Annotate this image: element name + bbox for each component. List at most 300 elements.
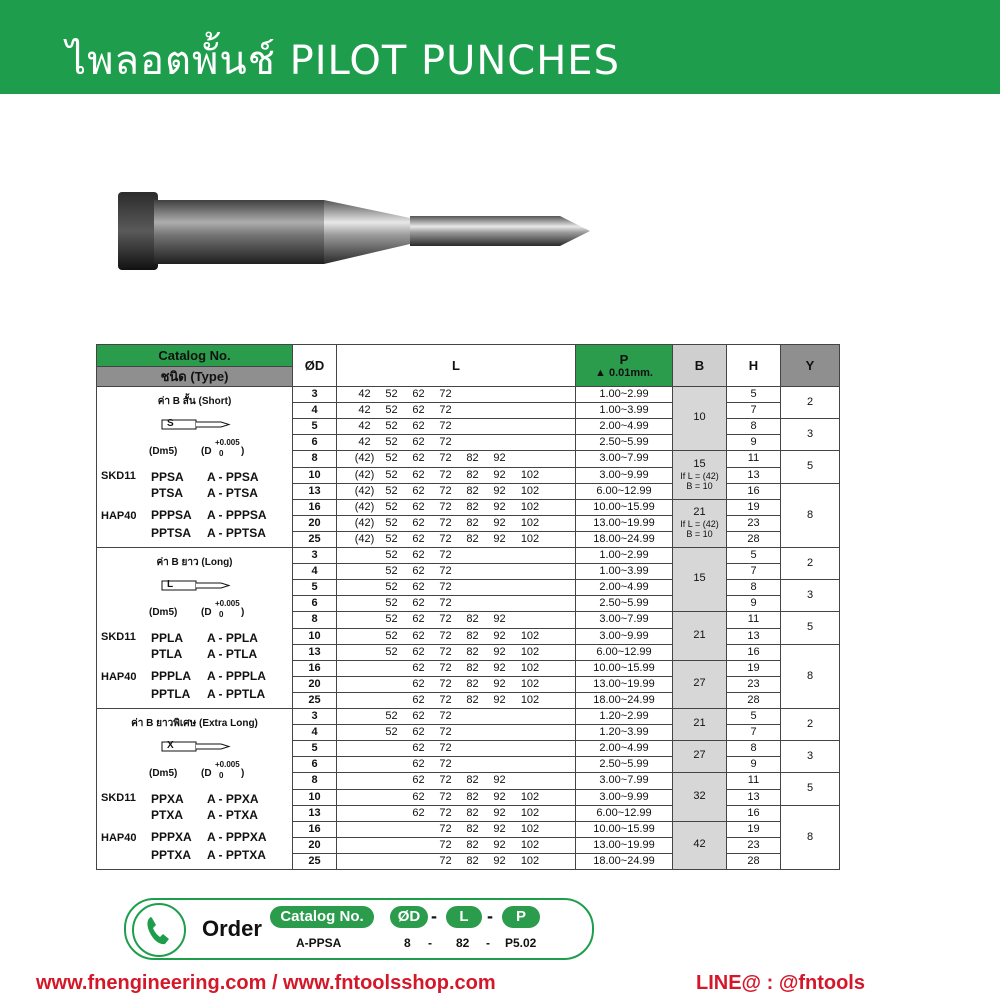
- b-note: [673, 472, 726, 492]
- cell-h: 9: [727, 757, 781, 773]
- l-value: 72: [439, 533, 452, 545]
- l-value: 62: [412, 694, 425, 706]
- l-value: 92: [493, 678, 506, 690]
- type-group-cell: [97, 548, 293, 709]
- l-value: 52: [385, 452, 398, 465]
- cell-l: [337, 532, 576, 548]
- cell-h: 28: [727, 693, 781, 709]
- l-value: 82: [466, 645, 479, 658]
- type-group-cell: [97, 709, 293, 870]
- l-value: 72: [439, 565, 452, 577]
- cell-b: [673, 709, 727, 741]
- group-code-4a: A - PPTXA: [207, 848, 266, 862]
- cell-d: 4: [293, 564, 337, 580]
- cell-d: 16: [293, 821, 337, 837]
- l-value: 92: [493, 806, 506, 819]
- cell-d: 25: [293, 532, 337, 548]
- l-value: 62: [412, 645, 425, 658]
- l-value: 62: [412, 484, 425, 497]
- group-code-3a: A - PPPSA: [207, 508, 267, 522]
- l-value: 82: [466, 484, 479, 497]
- cell-d: 25: [293, 693, 337, 709]
- l-value: 52: [385, 581, 398, 594]
- l-value: 102: [520, 855, 540, 867]
- l-value: 92: [493, 500, 506, 513]
- b-value: 10: [693, 411, 706, 424]
- group-hap40: HAP40: [101, 510, 137, 522]
- cell-h: 5: [727, 548, 781, 564]
- cell-l: [337, 419, 576, 435]
- cell-l: [337, 838, 576, 854]
- l-value: 62: [412, 678, 425, 690]
- l-value: 82: [466, 678, 479, 690]
- cell-d: 10: [293, 789, 337, 805]
- cell-p: 10.00~15.99: [576, 660, 673, 676]
- l-value: 62: [412, 790, 425, 803]
- l-value: 62: [412, 549, 425, 561]
- cell-d: 25: [293, 854, 337, 870]
- cell-l: [337, 741, 576, 757]
- group-skd11: SKD11: [101, 792, 136, 804]
- l-value: 72: [439, 517, 452, 529]
- group-tol-close: ): [241, 446, 245, 457]
- cell-y: 2: [781, 709, 840, 741]
- page-title: ไพลอตพั้นช์ PILOT PUNCHES: [66, 38, 620, 84]
- cell-d: 6: [293, 435, 337, 451]
- group-hap40: HAP40: [101, 832, 137, 844]
- group-code-2a: A - PTSA: [207, 486, 258, 500]
- l-value: 82: [466, 533, 479, 545]
- l-value: 72: [439, 468, 452, 481]
- cell-l: [337, 677, 576, 693]
- l-value: 92: [493, 790, 506, 803]
- l-value: 82: [466, 629, 479, 642]
- l-value: 62: [412, 774, 425, 787]
- cell-p: 1.00~3.99: [576, 403, 673, 419]
- l-value: 92: [493, 517, 506, 529]
- cell-d: 13: [293, 644, 337, 660]
- group-code: S: [167, 418, 174, 429]
- cell-d: 13: [293, 483, 337, 499]
- group-tol-close: ): [241, 768, 245, 779]
- cell-p: 3.00~7.99: [576, 612, 673, 628]
- l-value: 102: [520, 678, 540, 690]
- l-value: 62: [412, 661, 425, 674]
- l-value: 52: [385, 613, 398, 626]
- cell-b: [673, 451, 727, 500]
- l-value: 52: [385, 500, 398, 513]
- order-label: Order: [202, 916, 262, 941]
- cell-p: 6.00~12.99: [576, 644, 673, 660]
- b-value: 15: [693, 457, 706, 470]
- cell-p: 3.00~7.99: [576, 451, 673, 467]
- l-value: 72: [439, 806, 452, 819]
- l-value: 82: [466, 468, 479, 481]
- l-value: (42): [354, 500, 375, 513]
- l-value: 52: [385, 726, 398, 738]
- cell-p: 1.20~3.99: [576, 725, 673, 741]
- l-value: 52: [385, 565, 398, 577]
- l-value: 62: [412, 629, 425, 642]
- cell-h: 19: [727, 660, 781, 676]
- cell-d: 20: [293, 677, 337, 693]
- cell-l: [337, 660, 576, 676]
- cell-d: 6: [293, 596, 337, 612]
- cell-y: 8: [781, 483, 840, 548]
- cell-p: 2.00~4.99: [576, 419, 673, 435]
- l-value: 82: [466, 452, 479, 465]
- cell-l: [337, 467, 576, 483]
- cell-p: 2.00~4.99: [576, 741, 673, 757]
- l-value: 82: [466, 839, 479, 851]
- cell-p: 2.00~4.99: [576, 580, 673, 596]
- l-value: 52: [385, 533, 398, 545]
- l-value: 52: [385, 388, 398, 400]
- order-pill-catalog: Catalog No.: [270, 906, 374, 928]
- group-skd11: SKD11: [101, 631, 136, 643]
- l-value: 62: [412, 517, 425, 529]
- cell-h: 28: [727, 532, 781, 548]
- l-value: 72: [439, 661, 452, 674]
- l-value: 72: [439, 758, 452, 771]
- group-code-3: PPPSA: [151, 508, 192, 522]
- cell-p: 18.00~24.99: [576, 532, 673, 548]
- group-code-4a: A - PPTSA: [207, 526, 266, 540]
- cell-h: 8: [727, 741, 781, 757]
- l-value: 102: [520, 822, 540, 835]
- cell-y: 8: [781, 805, 840, 870]
- l-value: 72: [439, 388, 452, 400]
- cell-y: 8: [781, 644, 840, 709]
- spec-row: [97, 387, 840, 403]
- l-value: 92: [493, 855, 506, 867]
- l-value: 72: [439, 710, 452, 722]
- cell-p: 13.00~19.99: [576, 516, 673, 532]
- cell-h: 7: [727, 725, 781, 741]
- l-value: 102: [520, 517, 540, 529]
- order-pill-p: P: [502, 906, 540, 928]
- cell-l: [337, 483, 576, 499]
- l-value: 72: [439, 420, 452, 433]
- cell-p: 18.00~24.99: [576, 693, 673, 709]
- footer-website-links[interactable]: www.fnengineering.com / www.fntoolsshop.com: [36, 972, 496, 994]
- l-value: 62: [412, 726, 425, 738]
- header-catalog: Catalog No.: [97, 345, 293, 367]
- header-h: H: [727, 345, 781, 387]
- l-value: 52: [385, 468, 398, 481]
- l-value: 62: [412, 404, 425, 416]
- cell-d: 3: [293, 548, 337, 564]
- group-caption: ค่า B สั้น (Short): [157, 396, 232, 407]
- cell-l: [337, 516, 576, 532]
- group-tol-plus: +0.005: [215, 438, 240, 447]
- group-code-3: PPPXA: [151, 830, 192, 844]
- l-value: 82: [466, 822, 479, 835]
- cell-y: 3: [781, 580, 840, 612]
- cell-y: 5: [781, 451, 840, 483]
- cell-d: 20: [293, 838, 337, 854]
- header-banner: [0, 0, 1000, 94]
- l-value: 72: [439, 742, 452, 755]
- group-tol-zero: 0: [219, 449, 224, 458]
- l-value: 42: [358, 420, 371, 433]
- l-value: 72: [439, 452, 452, 465]
- group-tol-zero: 0: [219, 610, 224, 619]
- header-l: L: [337, 345, 576, 387]
- order-pill-l: L: [446, 906, 482, 928]
- group-code-4: PPTSA: [151, 526, 192, 540]
- l-value: 62: [412, 468, 425, 481]
- cell-y: 2: [781, 387, 840, 419]
- cell-b: [673, 741, 727, 773]
- cell-b: [673, 499, 727, 547]
- cell-h: 19: [727, 499, 781, 515]
- group-code-1a: A - PPLA: [207, 631, 258, 645]
- cell-h: 16: [727, 644, 781, 660]
- l-value: 82: [466, 806, 479, 819]
- cell-b: [673, 660, 727, 708]
- l-value: 72: [439, 404, 452, 416]
- cell-l: [337, 773, 576, 789]
- cell-d: 8: [293, 612, 337, 628]
- cell-h: 11: [727, 773, 781, 789]
- group-caption: ค่า B ยาวพิเศษ (Extra Long): [131, 718, 258, 729]
- cell-d: 3: [293, 387, 337, 403]
- l-value: 72: [439, 549, 452, 561]
- cell-y: 5: [781, 773, 840, 805]
- cell-b: [673, 548, 727, 612]
- group-code-4a: A - PPTLA: [207, 687, 266, 701]
- cell-b: [673, 821, 727, 869]
- l-value: 72: [439, 613, 452, 626]
- header-p-tolerance: [576, 368, 672, 379]
- cell-p: 3.00~9.99: [576, 628, 673, 644]
- group-dm5: (Dm5): [149, 768, 178, 779]
- group-d-tol: (D: [201, 446, 212, 457]
- l-value: 62: [412, 806, 425, 819]
- group-code-1a: A - PPSA: [207, 470, 259, 484]
- cell-l: [337, 387, 576, 403]
- pilot-punch-image: [110, 180, 610, 280]
- cell-l: [337, 725, 576, 741]
- b-value: 15: [693, 572, 706, 585]
- l-value: 82: [466, 517, 479, 529]
- cell-h: 7: [727, 564, 781, 580]
- order-example-dash-2: -: [486, 936, 490, 950]
- l-value: 72: [439, 726, 452, 738]
- l-value: 82: [466, 613, 479, 626]
- l-value: 52: [385, 484, 398, 497]
- cell-d: 5: [293, 580, 337, 596]
- l-value: 92: [493, 661, 506, 674]
- header-type: ชนิด (Type): [97, 367, 293, 387]
- b-note-line: B = 10: [686, 480, 713, 491]
- l-value: 92: [493, 533, 506, 545]
- l-value: 102: [520, 839, 540, 851]
- cell-h: 16: [727, 483, 781, 499]
- cell-y: 2: [781, 548, 840, 580]
- cell-p: 18.00~24.99: [576, 854, 673, 870]
- l-value: 82: [466, 694, 479, 706]
- order-example-catalog: A-PPSA: [296, 936, 342, 950]
- cell-h: 13: [727, 467, 781, 483]
- l-value: 82: [466, 500, 479, 513]
- header-y: Y: [781, 345, 840, 387]
- l-value: 72: [439, 581, 452, 594]
- group-code-2: PTSA: [151, 486, 184, 500]
- cell-l: [337, 596, 576, 612]
- cell-p: 10.00~15.99: [576, 821, 673, 837]
- group-code: L: [167, 579, 174, 590]
- l-value: 52: [385, 420, 398, 433]
- cell-p: 1.20~2.99: [576, 709, 673, 725]
- cell-p: 3.00~7.99: [576, 773, 673, 789]
- l-value: 62: [412, 500, 425, 513]
- cell-l: [337, 821, 576, 837]
- spec-row: [97, 548, 840, 564]
- cell-h: 13: [727, 789, 781, 805]
- cell-d: 8: [293, 773, 337, 789]
- l-value: (42): [354, 533, 375, 545]
- cell-p: 1.00~2.99: [576, 387, 673, 403]
- l-value: 72: [439, 694, 452, 706]
- cell-d: 8: [293, 451, 337, 467]
- cell-l: [337, 403, 576, 419]
- l-value: 92: [493, 774, 506, 787]
- group-hap40: HAP40: [101, 671, 137, 683]
- l-value: 102: [520, 645, 540, 658]
- b-note-line: If L = (42): [680, 470, 719, 481]
- cell-h: 9: [727, 596, 781, 612]
- l-value: 52: [385, 645, 398, 658]
- l-value: 52: [385, 517, 398, 529]
- cell-l: [337, 451, 576, 467]
- phone-icon: [132, 903, 186, 957]
- cell-d: 13: [293, 805, 337, 821]
- group-code-1: PPLA: [151, 631, 184, 645]
- group-caption: ค่า B ยาว (Long): [156, 557, 233, 568]
- cell-l: [337, 644, 576, 660]
- group-code-4: PPTXA: [151, 848, 192, 862]
- l-value: 92: [493, 452, 506, 465]
- cell-l: [337, 789, 576, 805]
- cell-b: [673, 773, 727, 822]
- cell-h: 19: [727, 821, 781, 837]
- l-value: 82: [466, 855, 479, 867]
- l-value: 52: [385, 549, 398, 561]
- up-arrow-icon: ▲: [595, 366, 609, 379]
- cell-d: 10: [293, 628, 337, 644]
- cell-h: 5: [727, 387, 781, 403]
- cell-p: 10.00~15.99: [576, 499, 673, 515]
- l-value: 72: [439, 822, 452, 835]
- cell-h: 13: [727, 628, 781, 644]
- cell-d: 10: [293, 467, 337, 483]
- l-value: 72: [439, 436, 452, 449]
- cell-y: 3: [781, 419, 840, 451]
- group-d-tol: (D: [201, 768, 212, 779]
- l-value: 92: [493, 822, 506, 835]
- b-note-line: B = 10: [686, 528, 713, 539]
- b-value: 27: [693, 749, 706, 762]
- l-value: 72: [439, 839, 452, 851]
- spec-table-body: [97, 387, 840, 870]
- header-p-sub: 0.01mm.: [608, 366, 653, 379]
- order-example-l: 82: [456, 936, 470, 950]
- b-note-line: If L = (42): [680, 518, 719, 529]
- l-value: 72: [439, 790, 452, 803]
- l-value: 72: [439, 678, 452, 690]
- l-value: 42: [358, 388, 371, 400]
- order-example-dash-1: -: [428, 936, 432, 950]
- group-tol-zero: 0: [219, 771, 224, 780]
- group-code-3a: A - PPPXA: [207, 830, 267, 844]
- b-value: 21: [693, 628, 706, 641]
- header-p-label: P: [619, 351, 629, 367]
- l-value: 52: [385, 404, 398, 416]
- l-value: 102: [520, 806, 540, 819]
- cell-p: 3.00~9.99: [576, 467, 673, 483]
- cell-p: 1.00~3.99: [576, 564, 673, 580]
- l-value: (42): [354, 468, 375, 481]
- group-code-2: PTXA: [151, 808, 184, 822]
- group-code-2: PTLA: [151, 647, 183, 661]
- l-value: 62: [412, 452, 425, 465]
- l-value: 72: [439, 855, 452, 867]
- l-value: 92: [493, 613, 506, 626]
- l-value: 42: [358, 436, 371, 449]
- l-value: 72: [439, 484, 452, 497]
- group-code-1: PPXA: [151, 792, 184, 806]
- cell-h: 11: [727, 612, 781, 628]
- cell-d: 4: [293, 725, 337, 741]
- l-value: 92: [493, 468, 506, 481]
- cell-p: 2.50~5.99: [576, 596, 673, 612]
- cell-d: 5: [293, 419, 337, 435]
- l-value: 92: [493, 484, 506, 497]
- l-value: 72: [439, 500, 452, 513]
- spec-table: [96, 344, 840, 870]
- l-value: 102: [520, 500, 540, 513]
- cell-p: 13.00~19.99: [576, 838, 673, 854]
- group-skd11: SKD11: [101, 470, 136, 482]
- cell-l: [337, 435, 576, 451]
- l-value: 52: [385, 436, 398, 449]
- cell-h: 23: [727, 677, 781, 693]
- cell-l: [337, 564, 576, 580]
- cell-d: 16: [293, 499, 337, 515]
- cell-h: 7: [727, 403, 781, 419]
- group-dm5: (Dm5): [149, 607, 178, 618]
- cell-d: 16: [293, 660, 337, 676]
- group-dm5: (Dm5): [149, 446, 178, 457]
- l-value: 92: [493, 645, 506, 658]
- b-note: [673, 520, 726, 540]
- b-value: 21: [693, 717, 706, 729]
- group-code-2a: A - PTXA: [207, 808, 258, 822]
- group-tol-plus: +0.005: [215, 599, 240, 608]
- l-value: 52: [385, 710, 398, 722]
- l-value: 92: [493, 629, 506, 642]
- l-value: 102: [520, 661, 540, 674]
- cell-l: [337, 499, 576, 515]
- l-value: 62: [412, 613, 425, 626]
- order-pill-d: ØD: [390, 906, 428, 928]
- cell-l: [337, 757, 576, 773]
- cell-h: 8: [727, 419, 781, 435]
- group-d-tol: (D: [201, 607, 212, 618]
- footer-line-id[interactable]: LINE@ : @fntools: [696, 972, 865, 994]
